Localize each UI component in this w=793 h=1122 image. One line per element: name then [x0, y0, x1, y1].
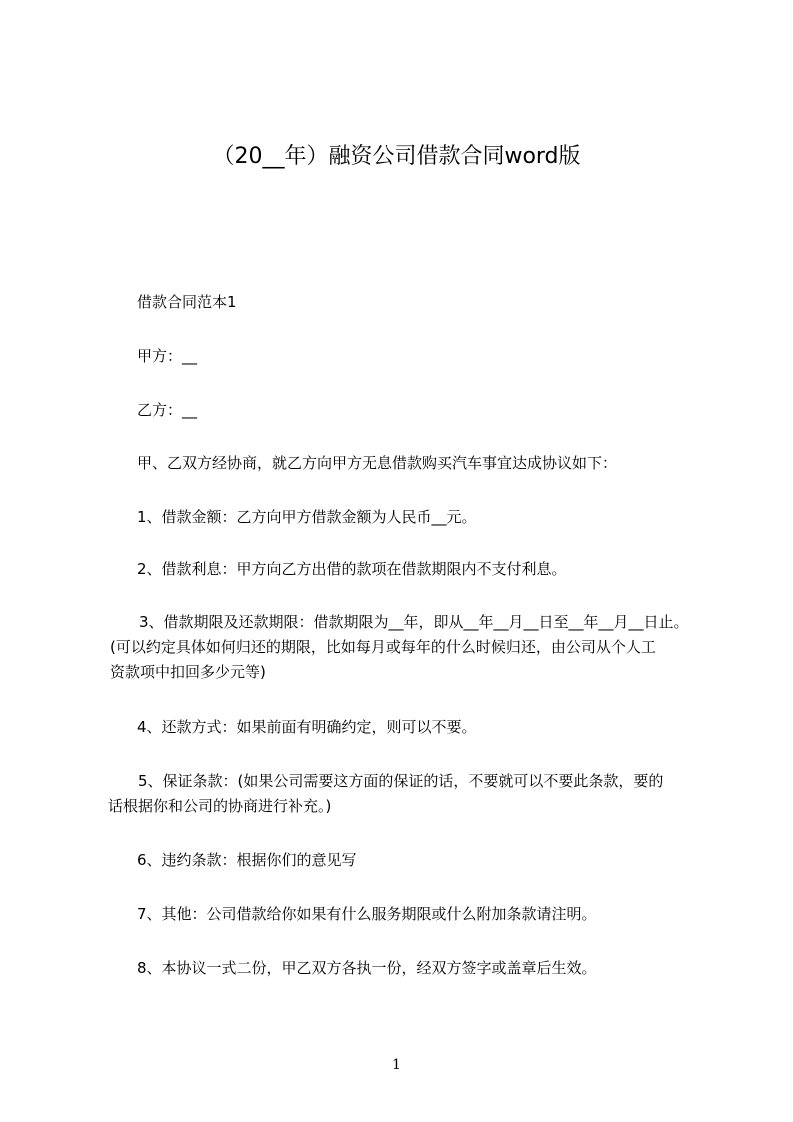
document-title: （20__年）融资公司借款合同word版 [212, 144, 581, 169]
paragraph-contract-sample: 借款合同范本1 [137, 293, 237, 311]
paragraph-line: 3、借款期限及还款期限：借款期限为__年，即从__年__月__日至__年__月__日止。 [139, 613, 689, 631]
paragraph-line: 话根据你和公司的协商进行补充。) [108, 797, 332, 815]
paragraph-clause-3-term [110, 610, 720, 685]
paragraph-clause-5-guarantee [108, 769, 718, 819]
paragraph-clause-8-copies: 8、本协议一式二份，甲乙双方各执一份，经双方签字或盖章后生效。 [137, 959, 597, 977]
paragraph-line: 5、保证条款：(如果公司需要这方面的保证的话，不要就可以不要此条款，要的 [138, 772, 664, 790]
paragraph-agreement-intro: 甲、乙双方经协商，就乙方向甲方无息借款购买汽车事宜达成协议如下： [137, 454, 618, 472]
paragraph-party-b: 乙方：__ [137, 401, 198, 419]
paragraph-clause-1-amount: 1、借款金额：乙方向甲方借款金额为人民币__元。 [137, 508, 477, 526]
paragraph-clause-2-interest: 2、借款利息：甲方向乙方出借的款项在借款期限内不支付利息。 [137, 560, 567, 578]
paragraph-clause-7-other: 7、其他：公司借款给你如果有什么服务期限或什么附加条款请注明。 [137, 905, 597, 923]
paragraph-line: (可以约定具体如何归还的期限，比如每月或每年的什么时候归还，由公司从个人工 [110, 638, 656, 656]
paragraph-clause-6-breach: 6、违约条款：根据你们的意见写 [137, 851, 357, 869]
page-number: 1 [392, 1057, 401, 1073]
paragraph-party-a: 甲方：__ [137, 347, 198, 365]
paragraph-clause-4-repayment: 4、还款方式：如果前面有明确约定，则可以不要。 [137, 718, 477, 736]
paragraph-line: 资款项中扣回多少元等) [110, 663, 266, 681]
